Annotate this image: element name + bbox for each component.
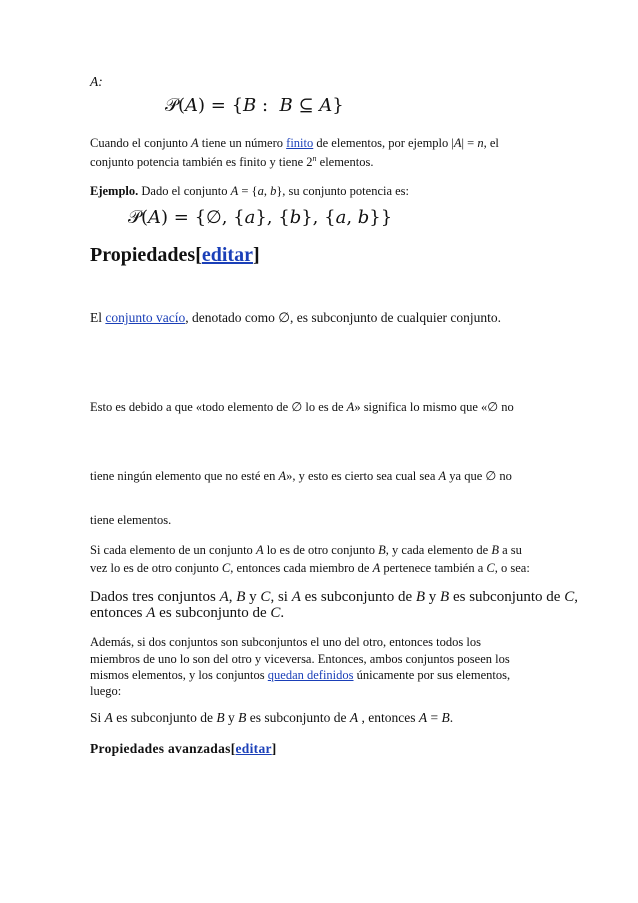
math-var: B (236, 589, 246, 605)
math-var: B (441, 710, 450, 725)
math-var: B (238, 710, 247, 725)
antisymmetry-line-3 (90, 668, 510, 683)
text: tiene elementos. (90, 513, 172, 527)
math-var: C (486, 561, 495, 575)
link-quedan-definidos[interactable]: quedan definidos (267, 668, 354, 682)
label-a (90, 74, 103, 90)
text: a su (498, 543, 522, 557)
math-var: A (230, 184, 239, 198)
formula-fragment: }, { (255, 207, 290, 228)
text: , (574, 589, 578, 605)
text: Además, si dos conjuntos son subconjuntos el uno del otro, entonces todos los (90, 635, 481, 649)
formula-variable: B (243, 95, 257, 116)
text: , si (270, 589, 292, 605)
reason-line-1 (90, 399, 514, 415)
text: y (224, 710, 239, 725)
math-var: A (255, 543, 264, 557)
formula-fragment: 𝒫( (128, 207, 149, 228)
math-var: A (104, 710, 113, 725)
formula-fragment: } (332, 95, 344, 116)
bracket: [ (230, 741, 236, 756)
bracket: ] (252, 244, 260, 266)
text: lo es de otro conjunto (263, 543, 379, 557)
bracket: ] (271, 741, 277, 756)
text: }, su conjunto potencia es: (276, 184, 410, 198)
formula-variable: A (148, 207, 162, 228)
section-title: Propiedades avanzadas (90, 741, 231, 756)
section-title: Propiedades (90, 244, 196, 266)
formula-fragment: }} (369, 207, 393, 228)
formula-fragment: , (346, 207, 358, 228)
text: , entonces cada miembro de (230, 561, 373, 575)
text: , denotado como ∅, es subconjunto de cualquier conjunto. (185, 310, 502, 325)
power-set-example-formula (128, 207, 392, 228)
link-conjunto-vacio[interactable]: conjunto vacío (105, 310, 186, 325)
text: entonces (90, 605, 147, 621)
text: » significa lo mismo que «∅ no (354, 400, 514, 414)
math-var: A (291, 589, 301, 605)
text: únicamente por sus elementos, (353, 668, 511, 682)
math-var: A (191, 136, 199, 150)
text: tiene ningún elemento que no esté en (90, 469, 279, 483)
statement-line-1 (90, 589, 578, 606)
formula-fragment: ) = { (198, 95, 244, 116)
text: . (280, 605, 285, 621)
reason-line-3 (90, 513, 171, 528)
math-var: C (260, 589, 271, 605)
math-var: A (349, 710, 359, 725)
text: , entonces (358, 710, 419, 725)
math-var: B (216, 710, 225, 725)
text: y (425, 589, 441, 605)
math-var: A (219, 589, 229, 605)
link-finito[interactable]: finito (286, 136, 314, 150)
text: , y cada elemento de (385, 543, 492, 557)
text: , (263, 184, 271, 198)
math-var: C (221, 561, 231, 575)
text: Si cada elemento de un conjunto (90, 543, 256, 557)
finite-set-paragraph (90, 136, 499, 151)
antisymmetry-line-2 (90, 652, 510, 667)
text: = { (238, 184, 258, 198)
formula-variable: b (289, 207, 302, 228)
text: El (90, 310, 106, 325)
formula-variable: A (319, 95, 333, 116)
transitive-line-1 (90, 543, 522, 558)
text: ya que ∅ no (446, 469, 512, 483)
label-a-text: A: (90, 74, 103, 89)
math-var: A (418, 710, 428, 725)
text: Cuando el conjunto (90, 136, 192, 150)
math-var: A (372, 561, 381, 575)
formula-variable: a (335, 207, 347, 228)
reason-line-2 (90, 468, 512, 484)
power-set-definition-formula (165, 95, 344, 116)
text: , o sea: (494, 561, 530, 575)
text: , (228, 589, 237, 605)
antisymmetry-line-4 (90, 684, 121, 699)
text: es subconjunto de (300, 589, 416, 605)
formula-fragment: ⊆ (292, 95, 320, 116)
text: y (245, 589, 261, 605)
text: vez lo es de otro conjunto (90, 561, 222, 575)
text: de elementos, por ejemplo | (313, 136, 454, 150)
text: », y esto es cierto sea cual sea (286, 469, 439, 483)
formula-fragment: : (256, 95, 280, 116)
text: mismos elementos, y los conjuntos (90, 668, 268, 682)
text: conjunto potencia también es finito y tiene 2 (90, 155, 313, 169)
math-var: A (146, 605, 156, 621)
text: es subconjunto de (449, 589, 565, 605)
section-heading-propiedades-avanzadas (90, 741, 277, 757)
formula-variable: B (279, 95, 293, 116)
math-var: C (270, 605, 281, 621)
statement-line-2 (90, 605, 284, 622)
formula-variable: A (185, 95, 199, 116)
math-var: B (415, 589, 426, 605)
edit-section-link[interactable]: editar (201, 244, 253, 266)
formula-variable: b (357, 207, 370, 228)
finite-set-paragraph-line2 (90, 155, 373, 170)
antisymmetry-line-1 (90, 635, 481, 650)
text: = (427, 710, 442, 725)
text: . (449, 710, 454, 725)
text: Esto es debido a que «todo elemento de ∅ lo es de (90, 400, 347, 414)
equality-statement (90, 710, 453, 726)
math-var: C (564, 589, 575, 605)
text: es subconjunto de (155, 605, 271, 621)
text: , el (483, 136, 499, 150)
text: Si (90, 710, 105, 725)
formula-variable: a (244, 207, 256, 228)
empty-set-paragraph (90, 310, 501, 326)
text: tiene un número (198, 136, 287, 150)
formula-fragment: ) = {∅, { (161, 207, 245, 228)
bracket: [ (195, 244, 202, 266)
edit-section-link[interactable]: editar (235, 741, 272, 756)
math-var: B (440, 589, 450, 605)
math-var: A (346, 400, 355, 414)
text: | = (461, 136, 478, 150)
math-var: b (270, 184, 277, 198)
math-var: B (378, 543, 386, 557)
formula-fragment: }, { (301, 207, 336, 228)
formula-fragment: 𝒫( (165, 95, 186, 116)
math-var: A (278, 469, 287, 483)
text: Dado el conjunto (138, 184, 231, 198)
example-label: Ejemplo. (90, 184, 139, 198)
math-var: A (453, 136, 462, 150)
text: es subconjunto de (246, 710, 350, 725)
exponent: n (312, 154, 317, 163)
text: luego: (90, 684, 122, 698)
text: Dados tres conjuntos (90, 589, 220, 605)
text: elementos. (316, 155, 374, 169)
text: pertenece también a (380, 561, 487, 575)
example-paragraph (90, 184, 409, 199)
text: miembros de uno lo son del otro y viceversa. Entonces, ambos conjuntos poseen los (90, 652, 510, 666)
section-heading-propiedades (90, 244, 260, 267)
text: es subconjunto de (112, 710, 217, 725)
math-var: n (477, 136, 484, 150)
math-var: B (491, 543, 499, 557)
transitive-line-2 (90, 561, 530, 576)
math-var: A (438, 469, 447, 483)
math-var: a (257, 184, 264, 198)
